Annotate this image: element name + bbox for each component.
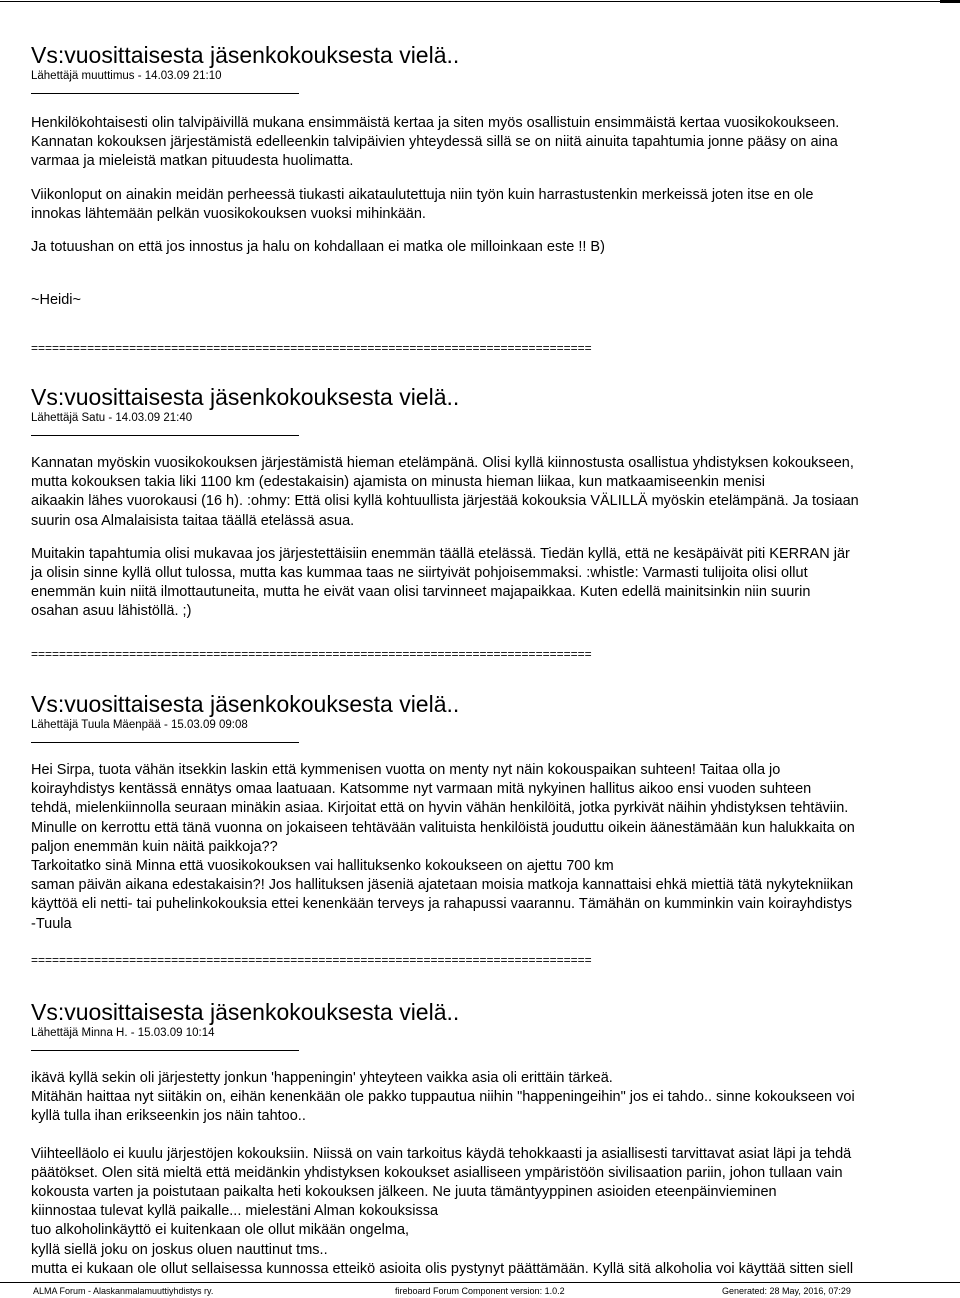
body-line: ikävä kyllä sekin oli järjestetty jonkun 'happeningin' yhteyteen vaikka asia oli erittäin tärkeä. — [31, 1070, 613, 1086]
meta-divider — [31, 1050, 299, 1051]
meta-divider — [31, 93, 299, 94]
body-line: koirayhdistys kentässä ennätys omaa laatuaan. Katsomme nyt varmaan mitä nykyinen hallitus aikoo ensi vuoden suhteen — [31, 781, 812, 798]
body-line: tehdä, mielenkiinnolla seuraan minäkin asiaa. Kirjoitat että on hyvin vähän henkilöitä, jotka pyrkivät näihin yhdistyksen tehtäviin. — [31, 800, 849, 817]
post-title: Vs:vuosittaisesta jäsenkokouksesta vielä.. — [31, 42, 460, 68]
meta-divider — [31, 435, 299, 436]
post-separator: ================================================================================ — [31, 341, 592, 355]
body-line: Viikonloput on ainakin meidän perheessä tiukasti aikataulutettuja niin työn kuin harrastustenkin merkeissä joten itse en ole — [31, 186, 814, 203]
body-line: Viihteelläolo ei kuulu järjestöjen kokouksiin. Niissä on vain tarkoitus käydä tehokkaasti ja asiallisesti tarvittavat asiat läpi ja tehdä — [31, 1145, 852, 1162]
body-line: kiinnostaa tulevat kyllä paikalle... mielestäni Alman kokouksissa — [31, 1203, 439, 1220]
post-meta: Lähettäjä Tuula Mäenpää - 15.03.09 09:08 — [31, 719, 248, 731]
post-meta: Lähettäjä Minna H. - 15.03.09 10:14 — [31, 1027, 215, 1039]
post-meta: Lähettäjä Satu - 14.03.09 21:40 — [31, 412, 193, 424]
meta-divider — [31, 742, 299, 743]
body-line: mutta ei kukaan ole ollut sellaisessa kunnossa etteikö asioita olis pystynyt päättämään. Kyllä sitä alkoholia voi käyttää sitten siell — [31, 1260, 854, 1277]
body-line: varmaa ja mieleistä matkan pituudesta huolimatta. — [31, 153, 354, 170]
body-line: Kannatan kokouksen järjestämistä edelleenkin talvipäivien yhteydessä sillä se on niitä ainuita tapahtumia jonne pääsy on aina — [31, 134, 838, 151]
post-body — [31, 1069, 960, 1279]
top-border-line — [0, 1, 960, 2]
body-line: aikaakin lähes vuorokausi (16 h). :ohmy: Että olisi kyllä kohtuullista järjestää kokouksia VÄLILLÄ myöskin etelämpänä. Ja tosiaan — [31, 493, 859, 510]
body-line: -Tuula — [31, 915, 72, 932]
forum-post — [31, 384, 960, 622]
body-line: suurin osa Almalaisista taitaa täällä etelässä asua. — [31, 512, 355, 529]
post-title: Vs:vuosittaisesta jäsenkokouksesta vielä.. — [31, 691, 460, 717]
post-body — [31, 454, 960, 622]
forum-post — [31, 42, 960, 310]
body-line: enemmän kuin niitä ilmottautuneita, mutta he eivät vaan olisi tarvinneet majapaikkaa. Kuten edellä mainitsinkin niin suurin — [31, 584, 811, 601]
post-body — [31, 761, 960, 934]
forum-post — [31, 999, 960, 1279]
post-title: Vs:vuosittaisesta jäsenkokouksesta vielä.. — [31, 384, 460, 410]
footer-component-version: fireboard Forum Component version: 1.0.2 — [395, 1286, 565, 1296]
body-line: kyllä tulla ihan erikseenkin jos näin tahtoo.. — [31, 1108, 306, 1125]
footer-generated-date: Generated: 28 May, 2016, 07:29 — [722, 1286, 851, 1296]
body-line: Tarkoitatko sinä Minna että vuosikokouksen vai hallituksenko kokoukseen on ajettu 700 km — [31, 858, 614, 875]
body-line: Kannatan myöskin vuosikokouksen järjestämistä hieman etelämpänä. Olisi kyllä kiinnostusta osallistua yhdistyksen kokoukseen, — [31, 455, 854, 471]
body-line: käyttöä eli netti- tai puhelinkokouksia ettei kenenkään terveys ja rahapussi vaarannu. Tämähän on kumminkin vain koirayhdistys — [31, 896, 853, 913]
body-line: mutta kokouksen takia liki 1100 km (edestakaisin) ajamista on minusta hieman liikaa, kun matkaamiseenkin menisi — [31, 474, 765, 491]
body-line: Minulle on kerrottu että tänä vuonna on jokaiseen tehtävään valituista henkilöistä jouduttu oikein äänestämään kun halukkaita on — [31, 819, 855, 836]
post-separator: ================================================================================ — [31, 647, 592, 661]
body-line: kyllä siellä joku on joskus oluen nauttinut tms.. — [31, 1241, 328, 1258]
post-signature: ~Heidi~ — [31, 292, 81, 309]
body-line: Ja totuushan on että jos innostus ja halu on kohdallaan ei matka ole milloinkaan este !! B) — [31, 239, 605, 256]
top-border-mark — [940, 0, 960, 3]
body-line: Mitähän haittaa nyt siitäkin on, eihän kenenkään ole pakko tuppautua niihin "happeningeihin" jos ei tahdo.. sinne kokoukseen voi — [31, 1089, 855, 1106]
body-line: Hei Sirpa, tuota vähän itsekkin laskin että kymmenisen vuotta on menty nyt näin kokouspaikan suhteen! Taitaa olla jo — [31, 762, 781, 778]
body-line: Muitakin tapahtumia olisi mukavaa jos järjestettäisiin enemmän täällä etelässä. Tiedän kyllä, että ne kesäpäivät piti KERRAN jär — [31, 545, 850, 562]
body-line: innokas lähtemään pelkän vuosikokouksen vuoksi mihinkään. — [31, 205, 426, 222]
body-line: ja olisin sinne kyllä ollut tulossa, mutta kas kummaa taas ne siirtyivät pohjoisemmaksi. :whistle: Varmasti tulijoita olisi ollut — [31, 565, 808, 582]
body-line: päätökset. Olen sitä mieltä että meidänkin yhdistyksen kokoukset asialliseen ympäristöön sivilisaation pariin, johon tullaan vain — [31, 1164, 843, 1181]
post-meta: Lähettäjä muuttimus - 14.03.09 21:10 — [31, 70, 222, 82]
page-footer — [0, 1282, 960, 1298]
footer-site-name: ALMA Forum - Alaskanmalamuuttiyhdistys ry. — [33, 1286, 214, 1296]
body-line: paljon enemmän kuin näitä paikkoja?? — [31, 838, 278, 855]
post-body — [31, 114, 960, 257]
post-title: Vs:vuosittaisesta jäsenkokouksesta vielä.. — [31, 999, 460, 1025]
body-line: Henkilökohtaisesti olin talvipäivillä mukana ensimmäistä kertaa ja siten myös osallistuin ensimmäistä kertaa vuosikokoukseen. — [31, 115, 840, 131]
forum-post — [31, 691, 960, 934]
body-line: kokousta varten ja poistutaan paikalta heti kokouksen jälkeen. Ne juuta tämäntyyppinen asioiden eteenpäinvieminen — [31, 1184, 777, 1201]
body-line: saman päivän aikana edestakaisin?! Jos hallituksen jäseniä ajatetaan moisia matkoja kannattaisi ehkä miettiä tätä nykytekniikan — [31, 877, 854, 894]
top-border — [0, 0, 960, 4]
body-line: tuo alkoholinkäyttö ei kuitenkaan ole ollut mikään ongelma, — [31, 1222, 410, 1239]
body-line: osahan asuu lähistöllä. ;) — [31, 603, 192, 620]
post-separator: ================================================================================ — [31, 953, 592, 967]
